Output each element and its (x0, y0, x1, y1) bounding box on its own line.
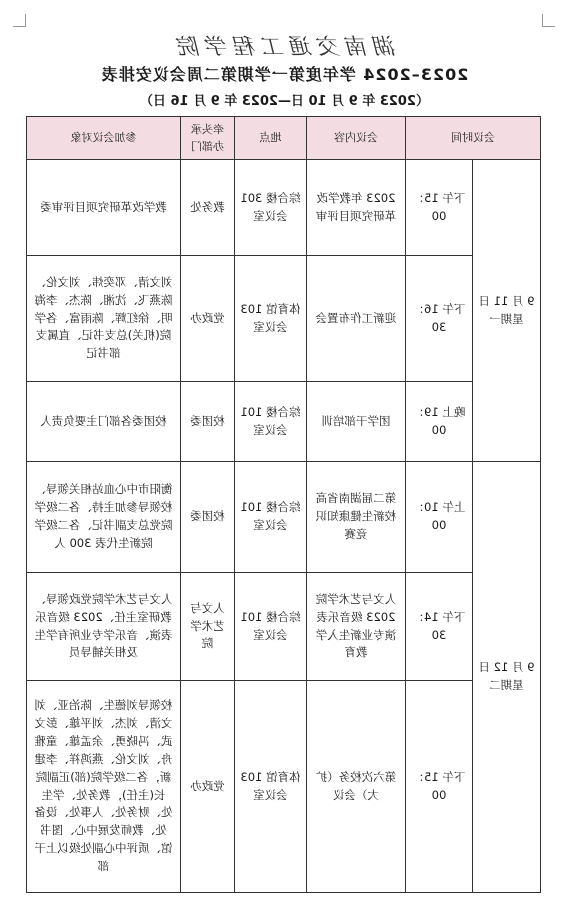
dept-cell: 人文与艺术学院 (181, 573, 235, 681)
table-row (27, 573, 541, 681)
date-cell: 9 月 12 日星期二 (473, 462, 541, 893)
time-cell: 上午 10：00 (406, 462, 473, 573)
document-subtitle: （2023 年 9 月 10 日—2023 年 9 月 16 日） (140, 94, 429, 109)
school-name-logo: 湖南交通工程学院 (172, 35, 397, 60)
place-cell: 综合楼 301 会议室 (235, 160, 307, 256)
place-cell: 体育馆 103 会议室 (235, 681, 307, 893)
table-row (27, 256, 541, 382)
content-cell: 团学干部培训 (307, 382, 406, 462)
column-header-dept: 牵头承办部门 (181, 117, 235, 160)
place-cell: 综合楼 101 会议室 (235, 573, 307, 681)
content-cell: 人文与艺术学院 2023 级音乐表演专业新生入学教育 (307, 573, 406, 681)
place-cell: 综合楼 101 会议室 (235, 462, 307, 573)
meeting-schedule-table (26, 116, 541, 893)
document-title: 2023–2024 学年度第一学期第二周会议安排表 (100, 65, 469, 84)
margin-corner-mark (13, 14, 26, 27)
time-cell: 下午 15：00 (406, 681, 473, 893)
place-cell: 综合楼 101 会议室 (235, 382, 307, 462)
margin-corner-mark (542, 14, 555, 27)
people-cell: 人文与艺术学院党政领导、教研室主任、2023 级音乐表演、音乐学专业所有学生及相关辅导员 (27, 573, 181, 681)
table-row (27, 681, 541, 893)
place-cell: 体育馆 103 会议室 (235, 256, 307, 382)
content-cell: 2023 年教学改革研究项目评审 (307, 160, 406, 256)
date-cell: 9 月 11 日星期一 (473, 160, 541, 462)
dept-cell: 校团委 (181, 462, 235, 573)
people-cell: 衡阳市中心血站相关领导、校领导参加主持、各二级学院党总支副书记、各二级学院新生代表 300 人 (27, 462, 181, 573)
content-cell: 迎新工作布置会 (307, 256, 406, 382)
dept-cell: 校团委 (181, 382, 235, 462)
people-cell: 教学改革研究项目评审委 (27, 160, 181, 256)
time-cell: 下午 15：00 (406, 160, 473, 256)
table-row (27, 160, 541, 256)
content-cell: 第六次校务（扩大）会议 (307, 681, 406, 893)
dept-cell: 党政办 (181, 681, 235, 893)
dept-cell: 党政办 (181, 256, 235, 382)
column-header-time: 会议时间 (406, 117, 541, 160)
table-row (27, 462, 541, 573)
people-cell: 刘文清、邓奕炜、刘文伦、陈燕飞、沈湘、陈杰、李海明、徐红辉、陈雨富、各学院(机关)总支书记、直属支部书记 (27, 256, 181, 382)
column-header-people: 参加会议对象 (27, 117, 181, 160)
time-cell: 下午 14：30 (406, 573, 473, 681)
time-cell: 下午 16：30 (406, 256, 473, 382)
table-header-row (27, 117, 541, 160)
column-header-content: 会议内容 (307, 117, 406, 160)
table-row (27, 382, 541, 462)
content-cell: 第二届湖南省高校新生健康知识竞赛 (307, 462, 406, 573)
people-cell: 校领导刘德生、陈治亚、刘文清、刘杰、刘平雄、彭文武、冯晓勇、余孟雄、童雅舟、刘文伦、燕鸿祥、李建新，各二级学院(部)正副院长(主任)，教务处、学生处、财务处、人事处、设备处、教师发展中心、图书馆、质评中心副处级以上干部 (27, 681, 181, 893)
time-cell: 晚上 19：00 (406, 382, 473, 462)
dept-cell: 教务处 (181, 160, 235, 256)
column-header-place: 地点 (235, 117, 307, 160)
people-cell: 校团委各部门主要负责人 (27, 382, 181, 462)
